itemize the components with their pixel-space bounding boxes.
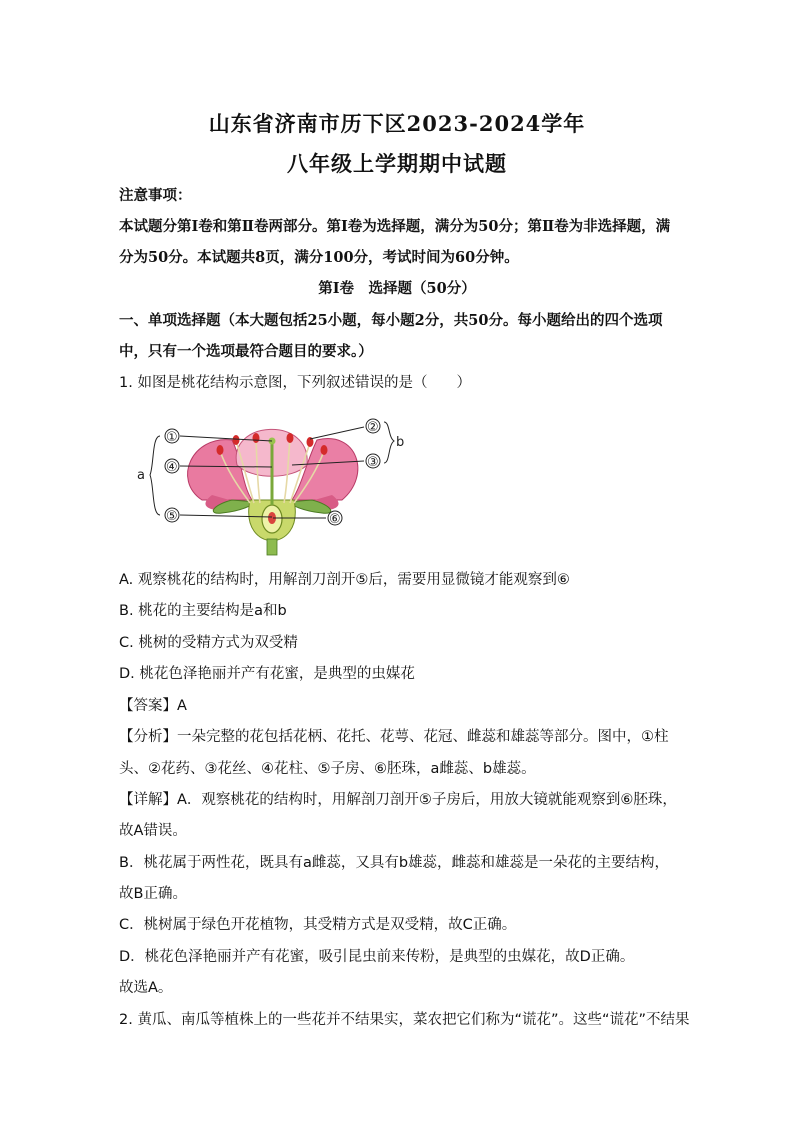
label-ovule: ⑥	[329, 512, 341, 527]
exam-title: 山东省济南市历下区2023-2024学年	[208, 111, 586, 136]
notice-line: 本试题分第Ⅰ卷和第Ⅱ卷两部分。第Ⅰ卷为选择题，满分为50分；第Ⅱ卷为非选择题，满	[119, 218, 671, 235]
label-ovary: ⑤	[166, 509, 178, 524]
detail-line: 故B正确。	[119, 886, 187, 902]
option-c: C. 桃树的受精方式为双受精	[119, 635, 298, 651]
label-anther: ②	[367, 420, 379, 435]
peach-flower-diagram	[132, 405, 405, 557]
detail-line: C．桃树属于绿色开花植物，其受精方式是双受精，故C正确。	[119, 917, 517, 933]
analysis-line: 头、②花药、③花丝、④花柱、⑤子房、⑥胚珠，a雌蕊、b雄蕊。	[119, 761, 536, 777]
notice-line: 分为50分。本试题共8页，满分100分，考试时间为60分钟。	[119, 249, 519, 266]
analysis-line: 【分析】一朵完整的花包括花柄、花托、花萼、花冠、雌蕊和雄蕊等部分。图中，①柱	[119, 729, 669, 745]
label-filament: ③	[367, 455, 379, 470]
part-heading: 一、单项选择题（本大题包括25小题，每小题2分，共50分。每小题给出的四个选项	[119, 312, 663, 329]
label-style: ④	[166, 460, 178, 475]
conclusion: 故选A。	[119, 980, 173, 996]
answer: 【答案】A	[119, 698, 187, 714]
label-stigma: ①	[166, 430, 178, 445]
option-b: B. 桃花的主要结构是a和b	[119, 603, 287, 619]
section-title: 第Ⅰ卷 选择题（50分）	[318, 280, 476, 297]
detail-line: B．桃花属于两性花，既具有a雌蕊，又具有b雄蕊，雌蕊和雄蕊是一朵花的主要结构，	[119, 855, 670, 871]
exam-subtitle: 八年级上学期期中试题	[287, 151, 507, 176]
option-d: D. 桃花色泽艳丽并产有花蜜，是典型的虫媒花	[119, 666, 415, 682]
label-stamen-b: b	[396, 435, 405, 450]
notice-heading: 注意事项：	[119, 187, 192, 204]
question-2-stem: 2. 黄瓜、南瓜等植株上的一些花并不结果实，菜农把它们称为“谎花”。这些“谎花”不结果	[119, 1012, 690, 1028]
detail-line: D．桃花色泽艳丽并产有花蜜，吸引昆虫前来传粉，是典型的虫媒花，故D正确。	[119, 949, 635, 965]
question-1-stem: 1. 如图是桃花结构示意图，下列叙述错误的是（ ）	[119, 375, 471, 391]
detail-line: 故A错误。	[119, 823, 187, 839]
part-heading: 中，只有一个选项最符合题目的要求。）	[119, 343, 373, 360]
option-a: A. 观察桃花的结构时，用解剖刀剖开⑤后，需要用显微镜才能观察到⑥	[119, 572, 570, 588]
detail-line: 【详解】A．观察桃花的结构时，用解剖刀剖开⑤子房后，用放大镜就能观察到⑥胚珠，	[119, 792, 677, 808]
label-pistil-a: a	[137, 468, 145, 483]
